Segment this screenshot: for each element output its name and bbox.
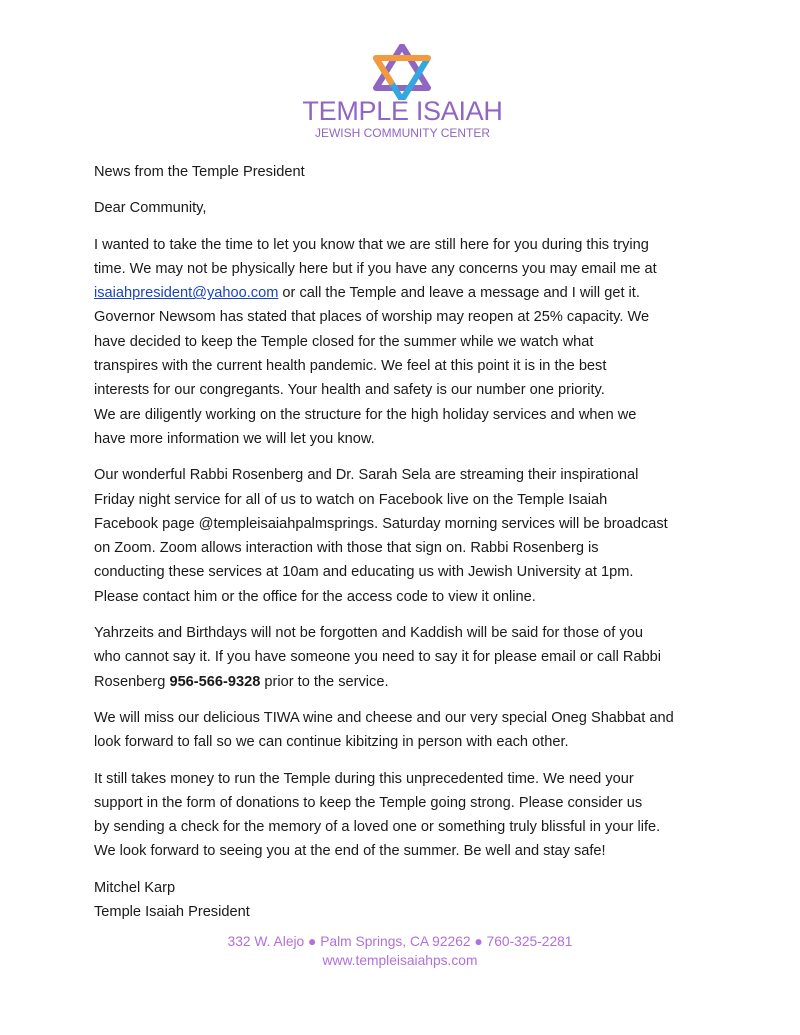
- text-line: We look forward to seeing you at the end of the summer. Be well and stay safe!: [94, 843, 606, 860]
- text-line: Friday night service for all of us to watch on Facebook live on the Temple Isaiah: [94, 491, 608, 508]
- text-line: have decided to keep the Temple closed for the summer while we watch what: [94, 333, 594, 350]
- star-of-david-icon: [366, 44, 438, 100]
- footer-website: www.templeisaiahps.com: [322, 953, 478, 968]
- text-line: have more information we will let you know.: [94, 430, 375, 447]
- paragraph-oneg: [94, 706, 724, 755]
- salutation: Dear Community,: [94, 200, 207, 217]
- text-line: interests for our congregants. Your health and safety is our number one priority.: [94, 382, 605, 399]
- text-line: We will miss our delicious TIWA wine and cheese and our very special Oneg Shabbat and: [94, 709, 674, 726]
- letter-heading: News from the Temple President: [94, 164, 305, 180]
- text-line: transpires with the current health pandemic. We feel at this point it is in the best: [94, 358, 607, 375]
- text-line: Governor Newsom has stated that places of worship may reopen at 25% capacity. We: [94, 309, 650, 326]
- text-line: support in the form of donations to keep the Temple going strong. Please consider us: [94, 794, 643, 811]
- paragraph-services: [94, 463, 724, 609]
- signature-title: Temple Isaiah President: [94, 904, 250, 921]
- paragraph-concerns: [94, 233, 724, 452]
- phone-number: 956-566-9328: [169, 673, 261, 690]
- text-line: It still takes money to run the Temple during this unprecedented time. We need your: [94, 770, 634, 787]
- letter-body: [94, 160, 724, 936]
- logo-name: TEMPLE ISAIAH: [302, 96, 503, 126]
- text-line: Facebook page @templeisaiahpalmsprings. Saturday morning services will be broadcast: [94, 515, 668, 532]
- text-line: time. We may not be physically here but if you have any concerns you may email me at: [94, 260, 657, 277]
- paragraph-donations: [94, 767, 724, 864]
- text-line: who cannot say it. If you have someone you need to say it for please email or call Rabbi: [94, 649, 662, 666]
- text-fragment: prior to the service.: [260, 673, 389, 690]
- paragraph-kaddish: [94, 621, 724, 694]
- email-link[interactable]: isaiahpresident@yahoo.com: [94, 285, 279, 302]
- text-line: Our wonderful Rabbi Rosenberg and Dr. Sarah Sela are streaming their inspirational: [94, 467, 639, 484]
- text-fragment: or call the Temple and leave a message and I will get it.: [278, 285, 640, 302]
- text-line: Please contact him or the office for the access code to view it online.: [94, 588, 536, 605]
- text-line: look forward to fall so we can continue kibitzing in person with each other.: [94, 734, 569, 751]
- signature-block: [94, 876, 724, 925]
- signature-name: Mitchel Karp: [94, 879, 176, 896]
- text-line: [94, 670, 724, 694]
- logo-subtitle: JEWISH COMMUNITY CENTER: [314, 126, 491, 140]
- text-line: by sending a check for the memory of a loved one or something truly blissful in your life.: [94, 819, 661, 836]
- footer-address: 332 W. Alejo ● Palm Springs, CA 92262 ● 760-325-2281: [227, 934, 573, 949]
- text-line: conducting these services at 10am and educating us with Jewish University at 1pm.: [94, 564, 634, 581]
- text-line: I wanted to take the time to let you know that we are still here for you during this trying: [94, 236, 649, 253]
- text-line: on Zoom. Zoom allows interaction with those that sign on. Rabbi Rosenberg is: [94, 540, 599, 557]
- temple-isaiah-logo: [300, 44, 505, 144]
- text-fragment: Rosenberg: [94, 673, 170, 690]
- text-line: We are diligently working on the structure for the high holiday services and when we: [94, 406, 637, 423]
- text-line: Yahrzeits and Birthdays will not be forgotten and Kaddish will be said for those of you: [94, 625, 643, 642]
- text-line: [94, 281, 724, 305]
